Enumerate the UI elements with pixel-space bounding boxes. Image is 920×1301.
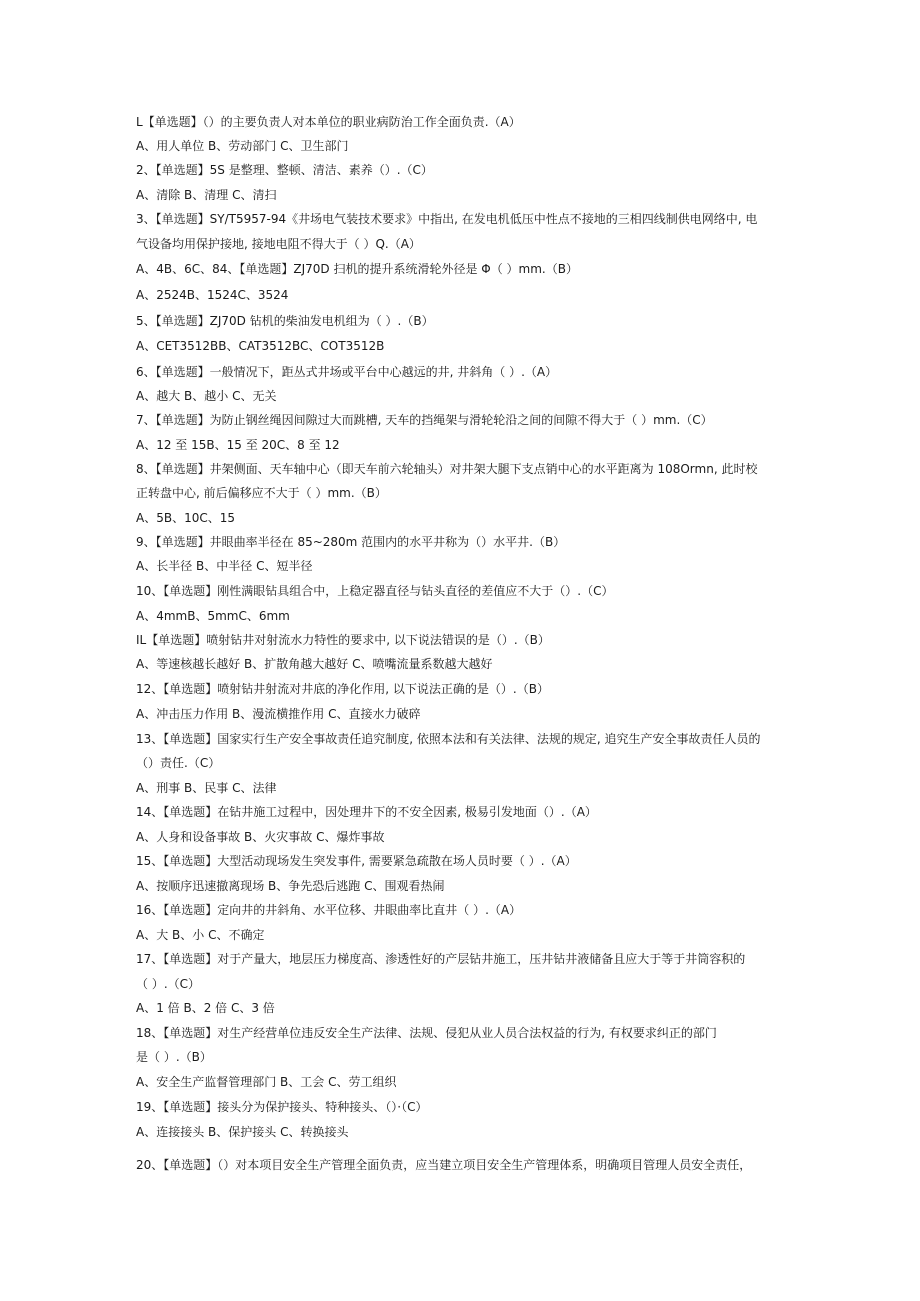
question-17-continued: （ ）.（C） <box>136 977 201 991</box>
question-18: 18、【单选题】对生产经营单位违反安全生产法律、法规、侵犯从业人员合法权益的行为, 有权要求纠正的部门 <box>136 1026 717 1040</box>
answer-19: A、连接接头 B、保护接头 C、转换接头 <box>136 1125 349 1139</box>
question-14: 14、【单选题】在钻井施工过程中，因处理井下的不安全因素, 极易引发地面（）.（A） <box>136 805 597 819</box>
answer-15: A、按顺序迅速撤离现场 B、争先恐后逃跑 C、围观看热闹 <box>136 879 445 893</box>
question-3-continued: 气设备均用保护接地, 接地电阻不得大于（ ）Q.（A） <box>136 237 421 251</box>
answer-13: A、刑事 B、民事 C、法律 <box>136 781 277 795</box>
answer-9: A、长半径 B、中半径 C、短半径 <box>136 559 313 573</box>
question-17: 17、【单选题】对于产量大，地层压力梯度高、渗透性好的产层钻井施工，压井钻井液储备且应大于等于井筒容积的 <box>136 952 746 966</box>
question-10: 10、【单选题】刚性满眼钻具组合中，上稳定器直径与钻头直径的差值应不大于（）.（C） <box>136 584 614 598</box>
answer-11: A、等速核越长越好 B、扩散角越大越好 C、喷嘴流量系数越大越好 <box>136 657 493 671</box>
question-19: 19、【单选题】接头分为保护接头、特种接头、（）·（C） <box>136 1100 428 1114</box>
question-8-continued: 正转盘中心, 前后偏移应不大于（ ）mm.（B） <box>136 486 387 500</box>
answer-5: A、CET3512BB、CAT3512BC、COT3512B <box>136 339 385 353</box>
answer-4: A、2524B、1524C、3524 <box>136 288 289 302</box>
question-9: 9、【单选题】井眼曲率半径在 85~280m 范围内的水平井称为（）水平井.（B） <box>136 535 566 549</box>
answer-6: A、越大 B、越小 C、无关 <box>136 389 277 403</box>
answer-14: A、人身和设备事故 B、火灾事故 C、爆炸事故 <box>136 830 385 844</box>
answer-7: A、12 至 15B、15 至 20C、8 至 12 <box>136 438 340 452</box>
question-5: 5、【单选题】ZJ70D 钻机的柴油发电机组为（ ）.（B） <box>136 314 434 328</box>
answer-1: A、用人单位 B、劳动部门 C、卫生部门 <box>136 139 349 153</box>
question-12: 12、【单选题】喷射钻井射流对井底的净化作用, 以下说法正确的是（）.（B） <box>136 682 549 696</box>
question-2: 2、【单选题】5S 是整理、整顿、清洁、素养（）.（C） <box>136 163 433 177</box>
answer-17: A、1 倍 B、2 倍 C、3 倍 <box>136 1001 275 1015</box>
answer-16: A、大 B、小 C、不确定 <box>136 928 265 942</box>
question-8: 8、【单选题】井架侧面、天车轴中心（即天车前六轮轴头）对井架大腿下支点销中心的水平距离为 108Ormn, 此时校 <box>136 462 758 476</box>
answer-10: A、4mmB、5mmC、6mm <box>136 609 290 623</box>
answer-2: A、清除 B、清理 C、清扫 <box>136 188 277 202</box>
question-1: L【单选题】（）的主要负责人对本单位的职业病防治工作全面负责.（A） <box>136 115 521 129</box>
question-6: 6、【单选题】一般情况下，距丛式井场或平台中心越远的井, 井斜角（ ）.（A） <box>136 365 558 379</box>
answer-12: A、冲击压力作用 B、漫流横推作用 C、直接水力破碎 <box>136 707 421 721</box>
question-11: IL【单选题】喷射钻井对射流水力特性的要求中, 以下说法错误的是（）.（B） <box>136 633 550 647</box>
answer-18: A、安全生产监督管理部门 B、工会 C、劳工组织 <box>136 1075 397 1089</box>
question-20: 20、【单选题】（）对本项目安全生产管理全面负责，应当建立项目安全生产管理体系，明确项目管理人员安全责任， <box>136 1158 752 1172</box>
question-13-continued: （）责任.（C） <box>136 756 221 770</box>
answer-8: A、5B、10C、15 <box>136 511 235 525</box>
question-13: 13、【单选题】国家实行生产安全事故责任追究制度, 依照本法和有关法律、法规的规定, 追究生产安全事故责任人员的 <box>136 732 761 746</box>
question-16: 16、【单选题】定向井的井斜角、水平位移、井眼曲率比直井（ ）.（A） <box>136 903 522 917</box>
question-7: 7、【单选题】为防止钢丝绳因间隙过大而跳槽, 天车的挡绳架与滑轮轮沿之间的间隙不得大于（ ）mm.（C） <box>136 413 713 427</box>
question-15: 15、【单选题】大型活动现场发生突发事件, 需要紧急疏散在场人员时要（ ）.（A） <box>136 854 577 868</box>
question-18-continued: 是（ ）.（B） <box>136 1050 212 1064</box>
answer-3-question-4: A、4B、6C、84、【单选题】ZJ70D 扫机的提升系统滑轮外径是 Φ（ ）mm.（B） <box>136 262 578 276</box>
question-3: 3、【单选题】SY/T5957-94《井场电气装技术要求》中指出, 在发电机低压中性点不接地的三相四线制供电网络中, 电 <box>136 212 758 226</box>
